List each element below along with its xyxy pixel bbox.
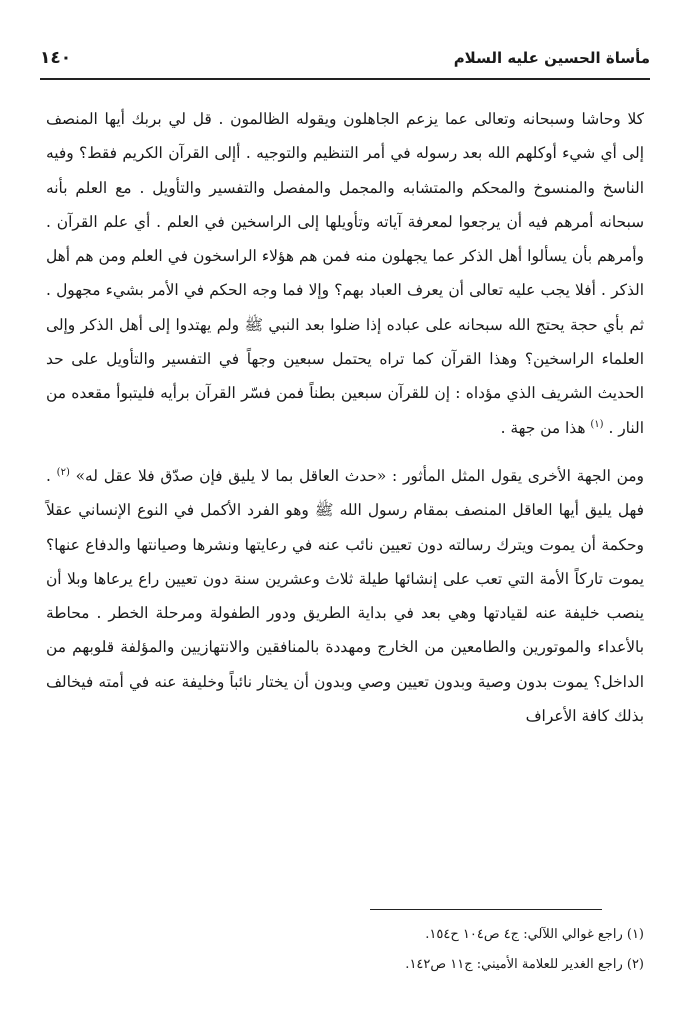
main-text xyxy=(46,102,644,733)
footnotes xyxy=(46,920,644,980)
paragraph-2-text: ومن الجهة الأخرى يقول المثل المأثور : «حدث العاقل بما لا يليق فإن صدّق فلا عقل له» xyxy=(75,466,644,485)
footnote-2: (٢) راجع الغدير للعلامة الأميني: ج١١ ص١٤٢. xyxy=(405,957,644,972)
footnote-ref-1: (١) xyxy=(590,418,604,430)
footnote-ref-2: (٢) xyxy=(56,466,70,478)
paragraph-1-text: كلا وحاشا وسبحانه وتعالى عما يزعم الجاهلون ويقوله الظالمون . قل لي بربك أيها المنصف إلى أي شيء أوكلهم الله بعد رسوله في أمر التنظيم والتوجيه . أإلى القرآن الكريم فقط؟ وفيه الناسخ والمنسوخ والمحكم والمتشابه والمجمل والمفصل والتفسير والتأويل . مع العلم بأنه سبحانه أمرهم فيه أن يرجعوا لمعرفة آياته وتأويلها إلى الراسخين في العلم . أي علم القرآن . وأمرهم بأن يسألوا أهل الذكر عما يجهلون منه فمن هم هؤلاء الراسخون في العلم ومن هم أهل الذكر . أفلا يجب عليه تعالى أن يعرف العباد بهم؟ وإلا فما وجه الحكم في الأمر بشيء مجهول . ثم بأي حجة يحتج الله سبحانه على عباده إذا ضلوا بعد النبي ﷺ ولم يهتدوا إلى أهل الذكر وإلى العلماء الراسخين؟ وهذا القرآن كما تراه يحتمل سبعين وجهاً في التفسير والتأويل على حد الحديث الشريف الذي مؤداه : إن للقرآن سبعين بطناً فمن فسّر القرآن برأيه فليتبوأ مقعده من النار . xyxy=(46,110,644,437)
running-title: مأساة الحسين عليه السلام xyxy=(453,49,650,67)
running-header xyxy=(40,38,650,80)
paragraph-1-tail: هذا من جهة . xyxy=(500,418,586,437)
page-number: ١٤٠ xyxy=(40,48,72,68)
footnote-1: (١) راجع غوالي اللآلي: ج٤ ص١٠٤ ح١٥٤. xyxy=(425,927,644,942)
footnote-separator xyxy=(370,909,602,910)
paragraph-1 xyxy=(46,102,644,445)
paragraph-2 xyxy=(46,459,644,733)
paragraph-2-tail: . فهل يليق أيها العاقل المنصف بمقام رسول الله ﷺ وهو الفرد الأكمل في النوع الإنساني عقلاً وحكمة أن يموت ويترك رسالته دون تعيين نائب عنه في رعايتها ونشرها وصيانتها والدفاع عنها؟ يموت تاركاً الأمة التي تعب على إنشائها طيلة ثلاث وعشرين سنة دون تعيين راع يرعاها وبلا أن ينصب خليفة عنه لقيادتها وهي بعد في بداية الطريق ودور الطفولة ومرحلة الخطر . محاطة بالأعداء والموتورين والطامعين من الخارج ومهددة بالمنافقين والانتهازيين والمؤلفة قلوبهم من الداخل؟ يموت بدون وصية وبدون تعيين وصي وبدون أن يختار نائباً وخليفة عنه في أمته فيخالف بذلك كافة الأعراف xyxy=(46,466,644,726)
